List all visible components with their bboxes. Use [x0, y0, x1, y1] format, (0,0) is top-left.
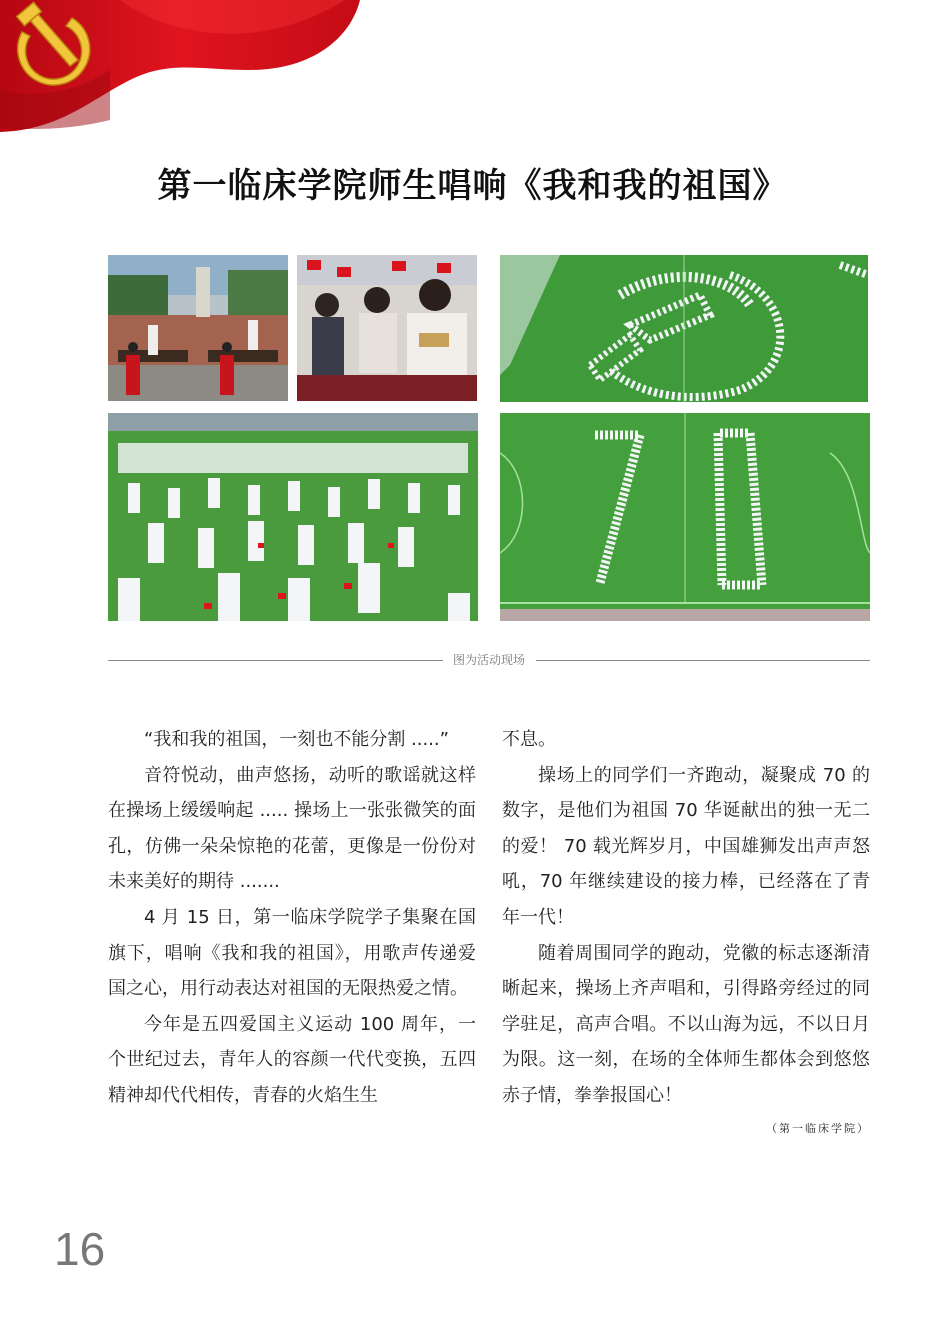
article-column-right [502, 722, 870, 1144]
page-number: 16 [54, 1223, 106, 1275]
article-credit: （第一临床学院） [766, 1121, 870, 1135]
article-column-left [108, 722, 476, 1114]
article-title: 第一临床学院师生唱响《我和我的祖国》 [157, 166, 788, 206]
photo-students-with-flags [108, 413, 478, 621]
caption-text: 图为活动现场 [447, 653, 531, 667]
party-flag-banner [0, 0, 380, 140]
photo-students-singing [297, 255, 477, 401]
paragraph-continued: 不息。 [502, 729, 556, 750]
paragraph: 随着周围同学的跑动，党徽的标志逐渐清晰起来，操场上齐声唱和，引得路旁经过的同学驻足，高声合唱。不以山海为远，不以日月为限。这一刻，在场的全体师生都体会到悠悠赤子情，拳拳报国心！ [502, 942, 870, 1106]
paragraph: 音符悦动，曲声悠扬，动听的歌谣就这样在操场上缓缓响起 ..... 操场上一张张微笑的面孔，仿佛一朵朵惊艳的花蕾，更像是一份份对未来美好的期待 ....... [108, 764, 476, 893]
paragraph: 今年是五四爱国主义运动 100 周年，一个世纪过去，青年人的容颜一代代变换，五四精神却代代相传，青春的火焰生生 [108, 1013, 476, 1106]
photo-caption [108, 650, 870, 670]
photo-guzheng-performance [108, 255, 288, 401]
paragraph-quote: “我和我的祖国，一刻也不能分割 .....” [144, 729, 449, 750]
paragraph: 4 月 15 日，第一临床学院学子集聚在国旗下，唱响《我和我的祖国》，用歌声传递爱国之心，用行动表达对祖国的无限热爱之情。 [108, 906, 476, 1000]
photo-70-formation [500, 413, 870, 621]
photo-emblem-formation [500, 255, 868, 402]
paragraph: 操场上的同学们一齐跑动，凝聚成 70 的数字，是他们为祖国 70 华诞献出的独一无二的爱！ 70 载光辉岁月，中国雄狮发出声声怒吼，70 年继续建设的接力棒，已经落在了青年一代！ [502, 764, 870, 928]
